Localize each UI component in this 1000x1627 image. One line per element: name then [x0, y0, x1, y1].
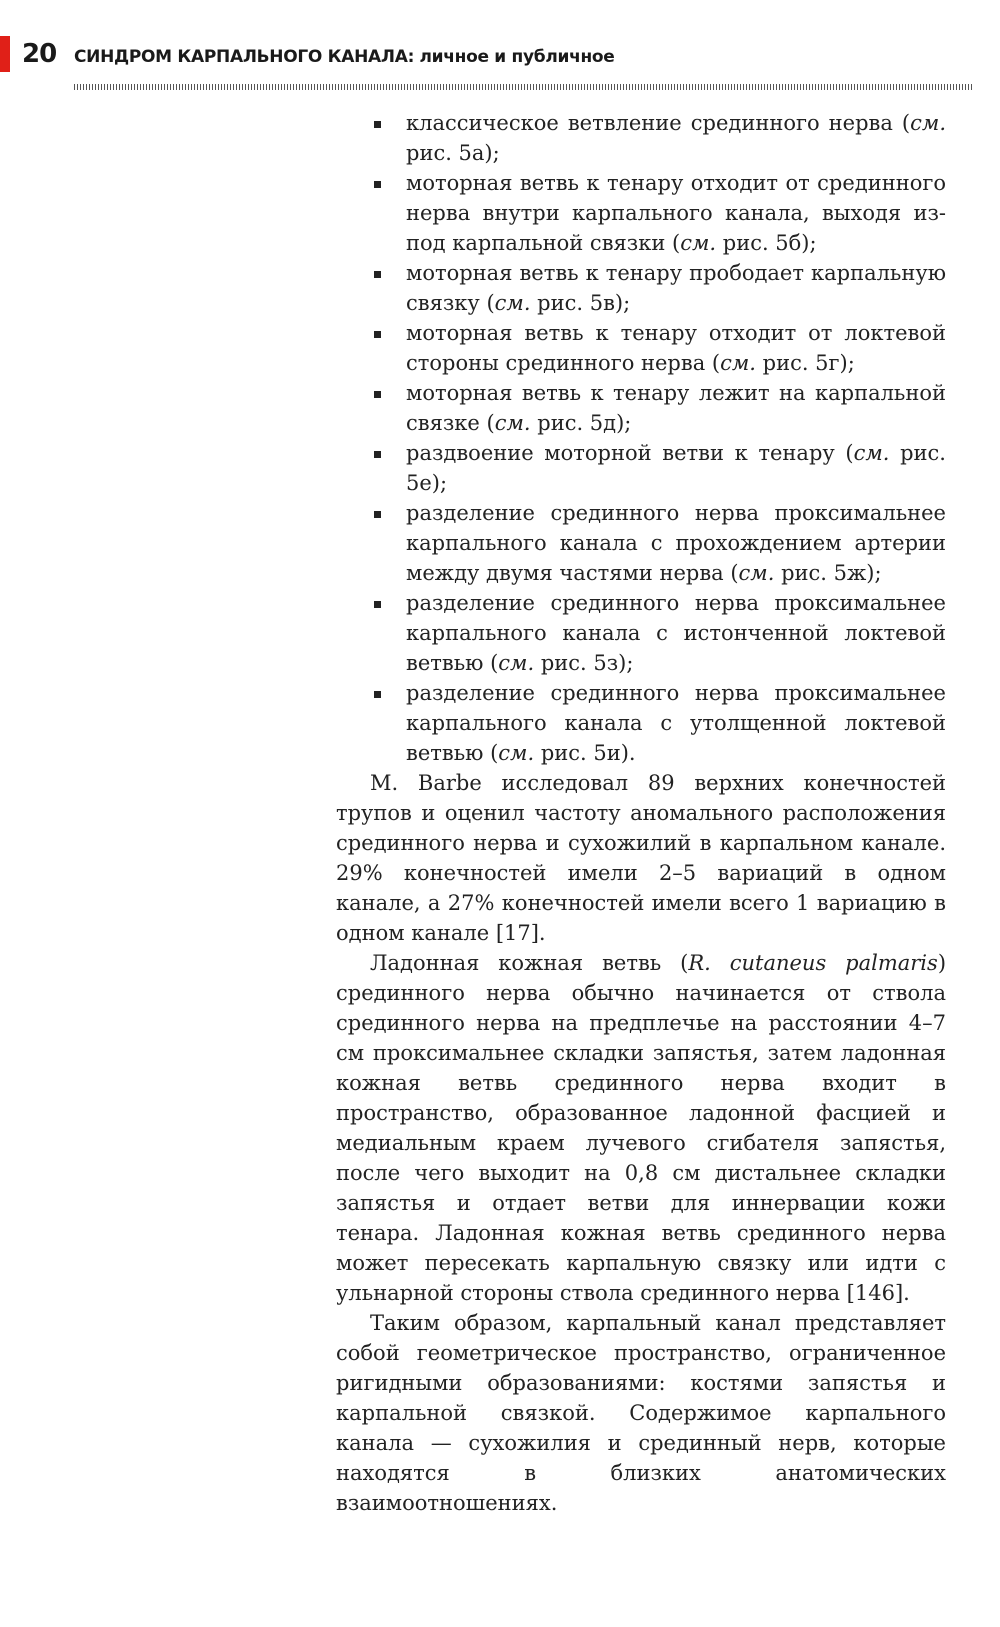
- list-item-ref-em: см.: [498, 651, 535, 675]
- list-item-ref-em: см.: [738, 561, 775, 585]
- list-item: [336, 438, 946, 498]
- list-item-text: раздвоение моторной ветви к тенару (: [406, 441, 854, 465]
- list-item-ref-em: см.: [853, 441, 890, 465]
- bullet-icon: [374, 691, 381, 698]
- list-item-ref: рис. 5е);: [406, 441, 946, 495]
- bullet-icon: [374, 391, 381, 398]
- list-item: [336, 498, 946, 588]
- list-item: [336, 318, 946, 378]
- list-item-text: моторная ветвь к тенару прободает карпальную связку (: [406, 261, 946, 315]
- paragraph-barbe: M. Barbe исследовал 89 верхних конечностей трупов и оценил частоту аномального расположения срединного нерва и сухожилий в карпальном канале. 29% конечностей имели 2–5 вариаций в одном канале, а 27% конечностей имели всего 1 вариацию в одном канале [17].: [336, 771, 946, 945]
- list-item: [336, 678, 946, 768]
- list-item-ref-em: см.: [498, 741, 535, 765]
- list-item-text: разделение срединного нерва проксимальнее карпального канала с истонченной локтевой ветвью (: [406, 591, 946, 675]
- running-title-sub: личное и публичное: [419, 47, 615, 67]
- list-item-ref: рис. 5ж);: [774, 561, 882, 585]
- list-item-ref: рис. 5и).: [534, 741, 636, 765]
- list-item: [336, 258, 946, 318]
- list-item-text: моторная ветвь к тенару отходит от срединного нерва внутри карпального канала, выходя из-под карпальной связки (: [406, 171, 946, 255]
- list-item-ref-em: см.: [680, 231, 717, 255]
- bullet-icon: [374, 601, 381, 608]
- list-item-text: разделение срединного нерва проксимальнее карпального канала с утолщенной локтевой ветвью (: [406, 681, 946, 765]
- paragraph-conclusion: Таким образом, карпальный канал представляет собой геометрическое пространство, ограниченное ригидными образованиями: костями запястья и карпальной связкой. Содержимое карпального канала — сухожилия и срединный нерв, которые находятся в близких анатомических взаимоотношениях.: [336, 1311, 946, 1515]
- list-item-ref-em: см.: [494, 411, 531, 435]
- list-item-ref: рис. 5г);: [755, 351, 855, 375]
- list-item-ref: рис. 5д);: [530, 411, 632, 435]
- list-item-ref: рис. 5з);: [534, 651, 634, 675]
- variation-list: [336, 108, 946, 768]
- list-item-text: моторная ветвь к тенару лежит на карпальной связке (: [406, 381, 946, 435]
- paragraph-palmar-branch: [336, 948, 946, 1308]
- list-item: [336, 168, 946, 258]
- running-title-main: СИНДРОМ КАРПАЛЬНОГО КАНАЛА:: [74, 47, 415, 67]
- list-item: [336, 378, 946, 438]
- page-accent-bar: [0, 36, 10, 72]
- list-item: [336, 108, 946, 168]
- paragraph-palmar-end: ) срединного нерва обычно начинается от ствола срединного нерва на предплечье на расстоянии 4–7 см проксимальнее складки запястья, затем ладонная кожная ветвь срединного нерва входит в пространство, образованное ладонной фасцией и медиальным краем лучевого сгибателя запястья, после чего выходит на 0,8 см дистальнее складки запястья и отдает ветви для иннервации кожи тенара. Ладонная кожная ветвь срединного нерва может пересекать карпальную связку или идти с ульнарной стороны ствола срединного нерва [146].: [336, 951, 947, 1305]
- bullet-icon: [374, 181, 381, 188]
- list-item-ref: рис. 5б);: [716, 231, 817, 255]
- list-item-ref: рис. 5в);: [530, 291, 631, 315]
- list-item-ref-em: см.: [494, 291, 531, 315]
- bullet-icon: [374, 451, 381, 458]
- running-title: [74, 46, 615, 68]
- list-item-text: разделение срединного нерва проксимальнее карпального канала с прохождением артерии между двумя частями нерва (: [406, 501, 946, 585]
- list-item-text: моторная ветвь к тенару отходит от локтевой стороны срединного нерва (: [406, 321, 946, 375]
- list-item-ref-em: см.: [720, 351, 756, 375]
- list-item-ref-em: см.: [910, 111, 946, 135]
- header-rule: [74, 84, 974, 90]
- bullet-icon: [374, 271, 381, 278]
- list-item-text: классическое ветвление срединного нерва (: [406, 111, 911, 135]
- bullet-icon: [374, 331, 381, 338]
- bullet-icon: [374, 511, 381, 518]
- body-text: [336, 108, 946, 1518]
- paragraph-palmar-start: Ладонная кожная ветвь (: [370, 951, 689, 975]
- bullet-icon: [374, 121, 381, 128]
- latin-term: R. cutaneus palmaris: [688, 951, 938, 975]
- list-item-ref: рис. 5а);: [406, 141, 500, 165]
- page-number: 20: [22, 39, 57, 69]
- list-item: [336, 588, 946, 678]
